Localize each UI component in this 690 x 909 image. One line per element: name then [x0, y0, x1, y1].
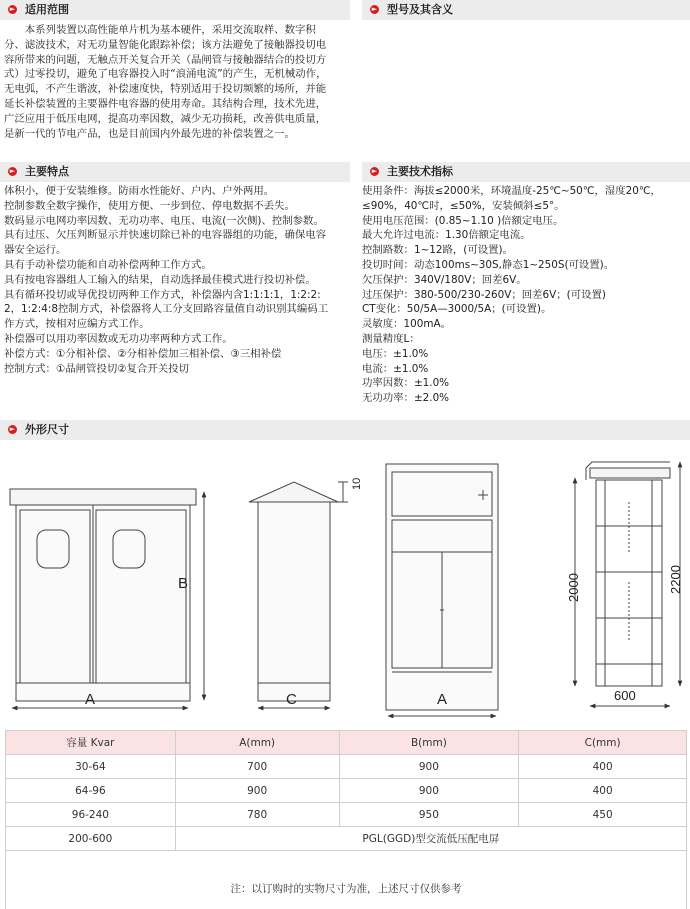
feature-line: 具有循环投切或导优投切两种工作方式，补偿器内含1:1:1:1，1:2:2:2，1:2:4:8控制方式，补偿器将人工分支回路容量值自动识别其编码工作方式，按相对应编方式工作。: [4, 288, 329, 331]
side-10-label: 10: [351, 477, 363, 490]
table-cell: PGL(GGD)型交流低压配电屏: [175, 827, 686, 851]
side-view-drawing: [249, 482, 348, 708]
section-title-specs: 主要技术指标: [387, 165, 453, 178]
section-title-dimensions: 外形尺寸: [25, 423, 69, 436]
side-c-label: C: [286, 691, 297, 708]
table-cell: 200-600: [6, 827, 176, 851]
features-text: [4, 184, 332, 376]
section-title-model: 型号及其含义: [387, 3, 453, 16]
inner-a-label: A: [437, 691, 448, 708]
feature-line: 具有过压、欠压判断显示并快速切除已补的电容器组的功能，确保电容器安全运行。: [4, 229, 327, 257]
spec-line: 使用电压范围：(0.85~1.10 )倍额定电压。: [362, 214, 564, 227]
table-cell: 64-96: [6, 779, 176, 803]
arrow-bullet-icon: ►: [371, 4, 378, 13]
height-2200-label: 2200: [668, 565, 683, 594]
spec-line: 电压：±1.0%: [362, 347, 429, 360]
arrow-bullet-icon: ►: [9, 166, 16, 175]
spec-line: 过压保护：380-500/230-260V；回差6V；(可设置): [362, 288, 606, 301]
section-title-scope: 适用范围: [25, 3, 69, 16]
height-2000-label: 2000: [566, 573, 581, 602]
feature-line: 控制方式：①晶闸管投切②复合开关投切: [4, 362, 189, 375]
table-cell: 780: [175, 803, 339, 827]
table-note: 注：以订购时的实物尺寸为准，上述尺寸仅供参考: [6, 851, 687, 909]
table-cell: 450: [519, 803, 687, 827]
spec-line: 无功功率：±2.0%: [362, 392, 450, 405]
table-cell: 950: [339, 803, 519, 827]
section-header-scope: [0, 0, 350, 20]
dimension-drawings: [0, 442, 690, 718]
table-row: [6, 779, 687, 803]
feature-line: 控制参数全数字操作，使用方便、一步到位、停电数据不丢失。: [4, 199, 295, 212]
width-600-label: 600: [614, 688, 636, 703]
table-cell: 30-64: [6, 755, 176, 779]
dimension-table: [5, 730, 687, 909]
spec-line: 灵敏度：100mA。: [362, 318, 452, 331]
table-row: [6, 827, 687, 851]
section-title-features: 主要特点: [25, 165, 69, 178]
spec-line: 电流：±1.0%: [362, 362, 429, 375]
table-row: [6, 755, 687, 779]
feature-line: 体积小，便于安装维修。防雨水性能好、户内、户外两用。: [4, 185, 275, 197]
spec-line: 控制路数：1~12路，(可设置)。: [362, 244, 513, 257]
table-cell: 96-240: [6, 803, 176, 827]
spec-line: 最大允许过电流：1.30倍额定电流。: [362, 229, 531, 242]
header-cell: C(mm): [519, 731, 687, 755]
header-cell: 容量 Kvar: [6, 731, 176, 755]
table-note-row: [6, 851, 687, 909]
front-a-label: A: [85, 691, 96, 708]
section-header-specs: [362, 162, 690, 182]
inner-view-drawing: [386, 464, 498, 716]
table-cell: 900: [339, 755, 519, 779]
front-b-label: B: [178, 575, 189, 592]
feature-line: 补偿方式：①分相补偿、②分相补偿加三相补偿、③三相补偿: [4, 347, 282, 360]
table-cell: 900: [175, 779, 339, 803]
arrow-bullet-icon: ►: [371, 166, 378, 175]
table-cell: 900: [339, 779, 519, 803]
frame-view-drawing: [575, 462, 680, 706]
feature-line: 具有手动补偿功能和自动补偿两种工作方式。: [4, 258, 212, 271]
table-cell: 700: [175, 755, 339, 779]
arrow-bullet-icon: ►: [9, 4, 16, 13]
table-header-row: [6, 731, 687, 755]
table-row: [6, 803, 687, 827]
table-cell: 400: [519, 779, 687, 803]
specs-text: [362, 184, 662, 406]
spec-line: 功率因数：±1.0%: [362, 377, 450, 390]
spec-line: 欠压保护：340V/180V；回差6V。: [362, 273, 527, 286]
feature-line: 补偿器可以用功率因数或无功功率两种方式工作。: [4, 332, 233, 345]
scope-paragraph: 本系列装置以高性能单片机为基本硬件，采用交流取样、数字积分、滤波技术，对无功量智能化跟踪补偿；该方法避免了接触器投切电容所带来的问题，无触点开关复合开关（晶闸管与接触器结合的投切方式）过零投切，避免了电容器投入时“浪涌电流”的产生，无机械动作，无电弧，不产生谐波，补偿速度快，特别适用于投切频繁的场所，并能延长补偿装置的主要器件电容器的使用寿命。其结构合理，技术先进，广泛应用于低压电网，提高功率因数，减少无功损耗，改善供电质量，是新一代的节电产品，也是目前国内外最先进的补偿装置之一。: [4, 24, 327, 140]
feature-line: 具有按电容器组人工输入的结果，自动选择最佳模式进行投切补偿。: [4, 273, 316, 286]
feature-line: 数码显示电网功率因数、无功功率、电压、电流(一次侧)、控制参数。: [4, 214, 324, 227]
section-header-dimensions: [0, 420, 690, 440]
spec-line: 测量精度L：: [362, 332, 420, 345]
section-header-features: [0, 162, 350, 182]
arrow-bullet-icon: ►: [9, 424, 16, 433]
header-cell: A(mm): [175, 731, 339, 755]
spec-line: 使用条件：海拔≤2000米，环境温度-25℃~50℃，湿度20℃，≤90%，40℃时，≤50%，安装倾斜≤5°。: [362, 185, 661, 212]
table-cell: 400: [519, 755, 687, 779]
spec-line: CT变化：50/5A—3000/5A；(可设置)。: [362, 303, 552, 316]
spec-line: 投切时间：动态100ms~30S,静态1~250S(可设置)。: [362, 258, 615, 271]
header-cell: B(mm): [339, 731, 519, 755]
scope-text: [4, 23, 332, 141]
front-view-drawing: [10, 489, 204, 708]
section-header-model: [362, 0, 690, 20]
